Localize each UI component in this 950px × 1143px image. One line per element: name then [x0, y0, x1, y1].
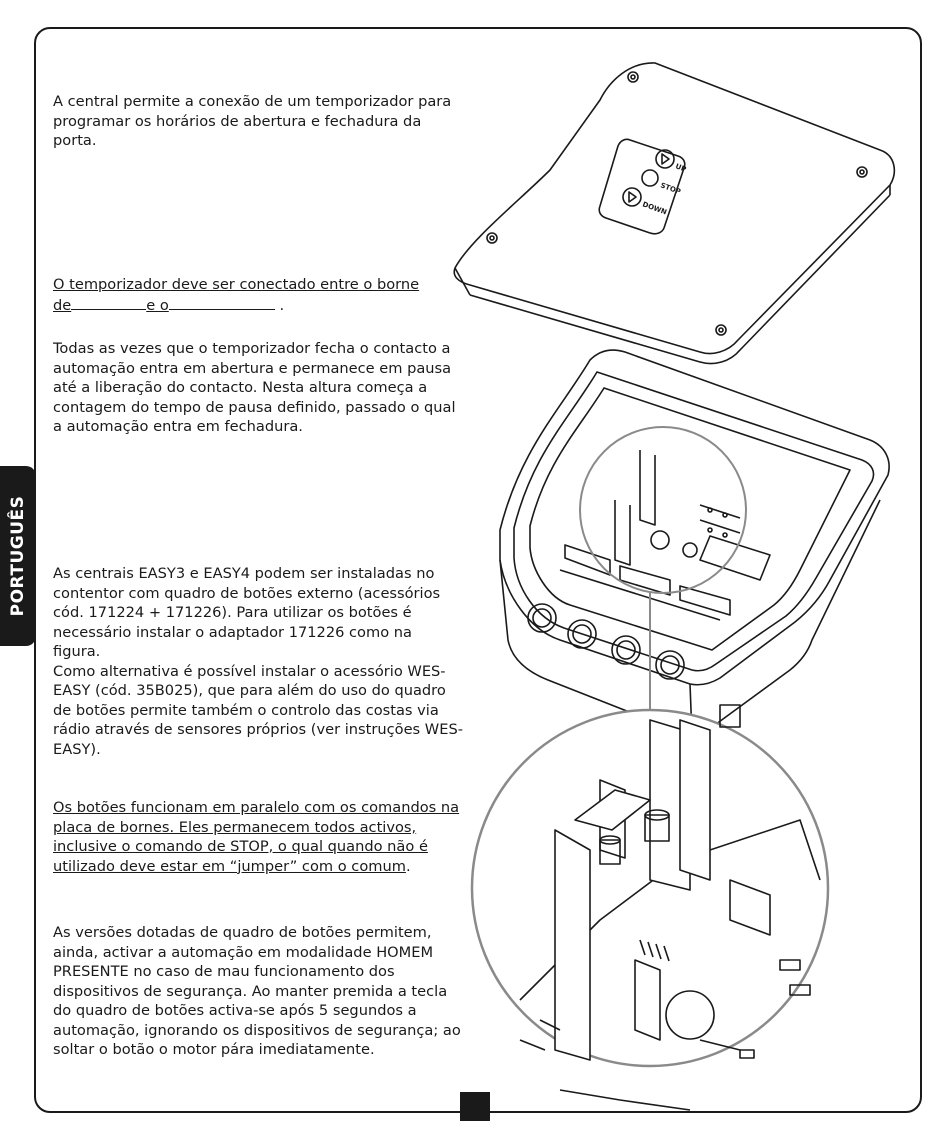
pushbutton-parallel-end: .: [405, 857, 411, 875]
timer-intro-text: A central permite a conexão de um temporizador para programar os horários de abertura e fechadura da porta.: [53, 93, 452, 149]
blank-line-end: .: [279, 296, 285, 314]
page-number-block: [460, 1092, 490, 1121]
language-tab-label: PORTUGUÊS: [8, 495, 28, 617]
cover-stop-label: STOP: [659, 181, 682, 197]
pushbutton-parallel-text: Os botões funcionam em paralelo com os comandos na placa de bornes. Eles permanecem todos activos, inclusive o comando de STOP, o qual quando não é utilizado deve estar em “jumper” com o comum: [53, 799, 460, 875]
man-present-text: As versões dotadas de quadro de botões permitem, ainda, activar a automação em modalidade HOMEM PRESENTE no caso de mau funcionamento dos dispositivos de segurança. Ao manter premida a tecla do quadro de botões activa-se após 5 segundos a automação, ignorando os dispositivos de segurança; ao soltar o botão o motor pára imediatamente.: [53, 924, 461, 1058]
wes-easy-text: Como alternativa é possível instalar o acessório WES-EASY (cód. 35B025), que para além do uso do quadro de botões permite também o controlo das costas via rádio através de sensores próprios (ver instruções WES-EASY).: [53, 662, 463, 758]
control-box-base: [500, 350, 889, 736]
control-box-cover: [454, 63, 894, 364]
cover-down-label: DOWN: [641, 200, 668, 217]
cover-up-label: UP: [674, 162, 688, 174]
pushbutton-install-text: As centrais EASY3 e EASY4 podem ser instaladas no contentor com quadro de botões externo (acessórios cód. 171224 + 171226). Para utilizar os botões é necessário instalar o adaptador 171226 como na figura.: [53, 565, 441, 660]
blank-eo-label: e o: [146, 296, 169, 314]
blank-de-label: de: [53, 296, 72, 314]
timer-connection-line1: O temporizador deve ser conectado entre o borne: [53, 276, 420, 293]
timer-behaviour-text: Todas as vezes que o temporizador fecha o contacto a automação entra em abertura e permanece em pausa até a liberação do contacto. Nesta altura começa a contagem do tempo de pausa definido, passado o qual a automação entra em fechadura.: [53, 340, 456, 435]
